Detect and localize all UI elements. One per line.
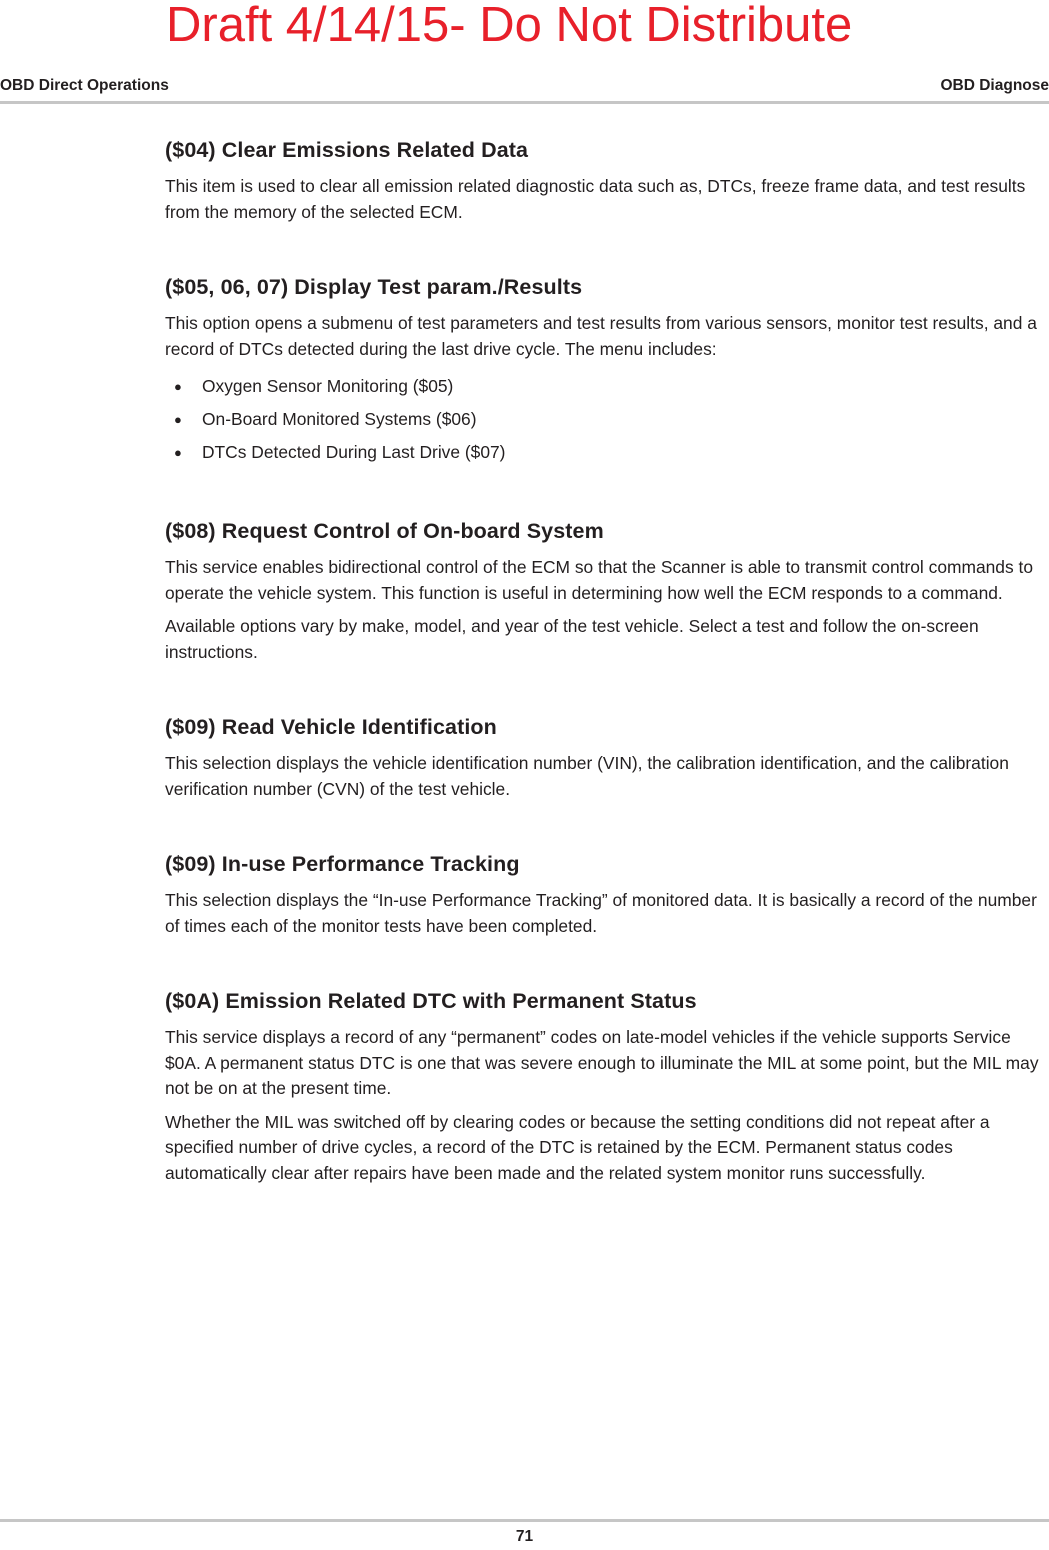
section-paragraph: Available options vary by make, model, and year of the test vehicle. Select a test and follow the on-screen instructions. <box>165 616 979 662</box>
section-paragraph: This option opens a submenu of test parameters and test results from various sensors, monitor test results, and a record of DTCs detected during the last drive cycle. The menu includes: <box>165 313 1037 359</box>
draft-watermark: Draft 4/14/15- Do Not Distribute <box>166 0 853 52</box>
list-item <box>165 403 1049 436</box>
list-item-text: Oxygen Sensor Monitoring ($05) <box>202 376 454 396</box>
header-chapter-title: OBD Direct Operations <box>0 77 169 94</box>
section-heading: ($09) In-use Performance Tracking <box>165 852 520 876</box>
header-section-title: OBD Diagnose <box>940 77 1049 94</box>
list-item-text: On-Board Monitored Systems ($06) <box>202 409 477 429</box>
section-paragraph: This service displays a record of any “permanent” codes on late-model vehicles if the vehicle supports Service $0A. A permanent status DTC is one that was severe enough to illuminate the MIL at some point, but the MIL may not be on at the present time. <box>165 1027 1039 1098</box>
section-paragraph: This item is used to clear all emission related diagnostic data such as, DTCs, freeze frame data, and test results from the memory of the selected ECM. <box>165 176 1026 222</box>
page-number: 71 <box>515 1528 534 1545</box>
list-item-text: DTCs Detected During Last Drive ($07) <box>202 442 506 462</box>
section-heading: ($09) Read Vehicle Identification <box>165 715 497 739</box>
section-paragraph: This selection displays the vehicle identification number (VIN), the calibration identification, and the calibration verification number (CVN) of the test vehicle. <box>165 753 1009 799</box>
footer-rule <box>0 1519 1049 1522</box>
bullet-dot-icon: ● <box>174 379 182 394</box>
section-heading: ($08) Request Control of On-board System <box>165 519 604 543</box>
section-display-test-results <box>165 272 1049 469</box>
section-paragraph: This selection displays the “In-use Performance Tracking” of monitored data. It is basically a record of the number of times each of the monitor tests have been completed. <box>165 890 1037 936</box>
list-item <box>165 436 1049 469</box>
section-paragraph: This service enables bidirectional control of the ECM so that the Scanner is able to transmit control commands to operate the vehicle system. This function is useful in determining how well the ECM responds to a command. <box>165 557 1034 603</box>
bullet-dot-icon: ● <box>174 412 182 427</box>
section-paragraph: Whether the MIL was switched off by clearing codes or because the setting conditions did not repeat after a specified number of drive cycles, a record of the DTC is retained by the ECM. Permanent status codes automatically clear after repairs have been made and the related system monitor runs successfully. <box>165 1111 990 1183</box>
running-header <box>0 75 1049 97</box>
section-heading: ($0A) Emission Related DTC with Permanent Status <box>165 989 697 1013</box>
submenu-list <box>165 370 1049 469</box>
header-rule <box>0 101 1049 104</box>
list-item <box>165 370 1049 403</box>
section-heading: ($05, 06, 07) Display Test param./Results <box>165 275 583 299</box>
section-in-use-performance <box>165 849 1049 939</box>
section-read-vehicle-id <box>165 712 1049 802</box>
section-permanent-status <box>165 986 1049 1186</box>
bullet-dot-icon: ● <box>174 445 182 460</box>
page-content <box>165 135 1049 1194</box>
section-heading: ($04) Clear Emissions Related Data <box>165 138 529 162</box>
section-request-control <box>165 516 1049 665</box>
section-clear-emissions <box>165 135 1049 225</box>
